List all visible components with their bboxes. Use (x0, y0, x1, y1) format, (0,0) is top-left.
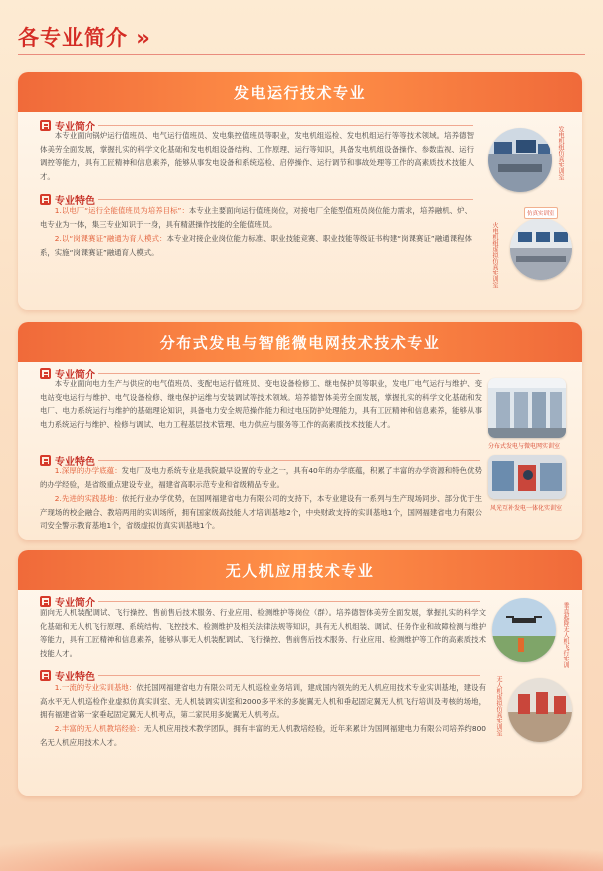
feature-heading: 专业特色 (40, 192, 95, 207)
divider (98, 601, 480, 602)
photo-caption: 垂直起降无人机飞行实训 (562, 602, 569, 668)
intro-text: 本专业面向锅炉运行值班员、电气运行值班员、发电集控值班员等职业，发电机组巡检、发电机组运行等等技术领域。培养德智体美劳全面发展，掌握扎实的科学文化基础和发电机组设备结构、工作原理、运行等知识，具备发电机组设备操作、参数监视、运行调控等能力，具有工匠精神和信息素养，能够从事发电设备和系统巡检、启停操作、运行调节和事故处理等工作的高素质技术技能人才。 (40, 131, 474, 181)
photo-drone-virtual-room (508, 678, 572, 742)
major-card-microgrid (18, 322, 582, 540)
decorative-bottom-waves (0, 801, 603, 871)
feature-item: 2.先进的实践基地：依托行业办学优势，在国网福建省电力有限公司的支持下，本专业建设有一系列与生产现场同步、部分优于生产现场的校企融合、教培两用的实训场所，拥有国家级高技能人才培训基地2个，中央财政支持的实训基地1个，国网福建省电力有限公司安全警示教育基地1个，省级虚拟仿真实训基地1个。 (40, 494, 482, 531)
major-card-power-operation (18, 72, 582, 310)
feature-heading: 专业特色 (40, 453, 95, 468)
intro-heading: 专业简介 (40, 594, 95, 609)
major-title: 分布式发电与智能微电网技术技术专业 (18, 322, 582, 362)
divider (98, 199, 473, 200)
photo-caption: 风光互补发电一体化实训室 (490, 505, 563, 512)
major-card-drone (18, 550, 582, 796)
photo-caption: 发电机组仿真实训室 (557, 126, 564, 180)
divider (98, 460, 480, 461)
intro-text: 面向无人机装配调试、飞行操控、售前售后技术服务、行业应用、检测维护等岗位（群）。培养德智体美劳全面发展，掌握扎实的科学文化基础和无人机飞行原理、系统结构、飞控技术、检测维护及相关法律法规等知识，具有无人机组装、调试、任务作业和故障检测与维护等能力，具有工匠精神和信息素养，能够从事无人机装配调试、飞行操控、售前售后技术服务、行业应用、检测维护等工作的高素质技术技能人才。 (40, 608, 486, 658)
feature-item: 1.一流的专业实训基地：依托国网福建省电力有限公司无人机巡检业务培训，建成国内领先的无人机应用技术专业实训基地，建设有高水平无人机巡检作业虚拟仿真实训室、无人机装调实训室和2000多平米的多旋翼无人机和垂起固定翼无人机飞行培训及考核的场地，拥有福建省第一家垂起固定翼无人机考点，第二家民用多旋翼无人机考点。 (40, 683, 486, 720)
photo-caption: 无人机虚拟仿真实训室 (495, 676, 502, 736)
photo-tag: 仿真实训室 (524, 207, 558, 219)
divider (98, 373, 480, 374)
photo-simulation-room (488, 128, 552, 192)
photo-virtual-room (510, 218, 572, 280)
intro-text: 本专业面向电力生产与供应的电气值班员、变配电运行值班员、变电设备检修工、继电保护员等职业，发电厂电气运行与维护、变电站变电运行与维护、电气设备检修、继电保护运维与安装调试等技术领域。培养德智体美劳全面发展，掌握扎实的科学文化基础和发电厂、电力系统运行与维护的基础理论知识，具备电力安全规范操作能力和过电压防护处理能力，具有工匠精神和信息素养，能够从事电力系统运行与维护、检修与调试、电力工程基层技术管理、电力供应与服务等工作的高素质技术技能人才。 (40, 379, 482, 429)
photo-drone-flight (492, 598, 556, 662)
major-title: 发电运行技术专业 (18, 72, 582, 112)
feature-item: 2.以“岗课赛证”融通为育人模式：本专业对接企业岗位能力标准、职业技能竞赛、职业技能等级证书构建“岗课赛证”融通课程体系，实施“岗课赛证”融通育人模式。 (40, 234, 472, 257)
feature-item: 1.深厚的办学底蕴：发电厂及电力系统专业是我院最早设置的专业之一，具有40年的办学底蕴，积累了丰富的办学资源和特色优势的办学经验，是省级重点建设专业，福建省高职示范专业和省级精品专业。 (40, 466, 482, 489)
divider (98, 125, 473, 126)
feature-item: 1.以电厂“运行全能值班员为培养目标”：本专业主要面向运行值班岗位，对接电厂全能型值班员岗位能力需求，培养融机、炉、电专业为一体，集三专业知识于一身，具有精湛操作技能的全能值班员。 (40, 206, 472, 229)
intro-heading: 专业简介 (40, 118, 95, 133)
photo-caption: 火电机组虚拟仿真实训室 (491, 222, 498, 288)
intro-heading: 专业简介 (40, 366, 95, 381)
photo-wind-solar-room (488, 455, 566, 499)
major-title: 无人机应用技术专业 (18, 550, 582, 590)
divider (98, 675, 480, 676)
photo-caption: 分布式发电与微电网实训室 (488, 443, 561, 450)
feature-item: 2.丰富的无人机教培经验：无人机应用技术教学团队，拥有丰富的无人机教培经验，近年来累计为国网福建电力有限公司培养约800名无人机应用技术人才。 (40, 724, 486, 747)
feature-heading: 专业特色 (40, 668, 95, 683)
photo-microgrid-room (488, 378, 566, 438)
book-icon (40, 670, 51, 681)
page-title: 各专业简介 » (18, 26, 151, 50)
title-rule (18, 54, 585, 55)
